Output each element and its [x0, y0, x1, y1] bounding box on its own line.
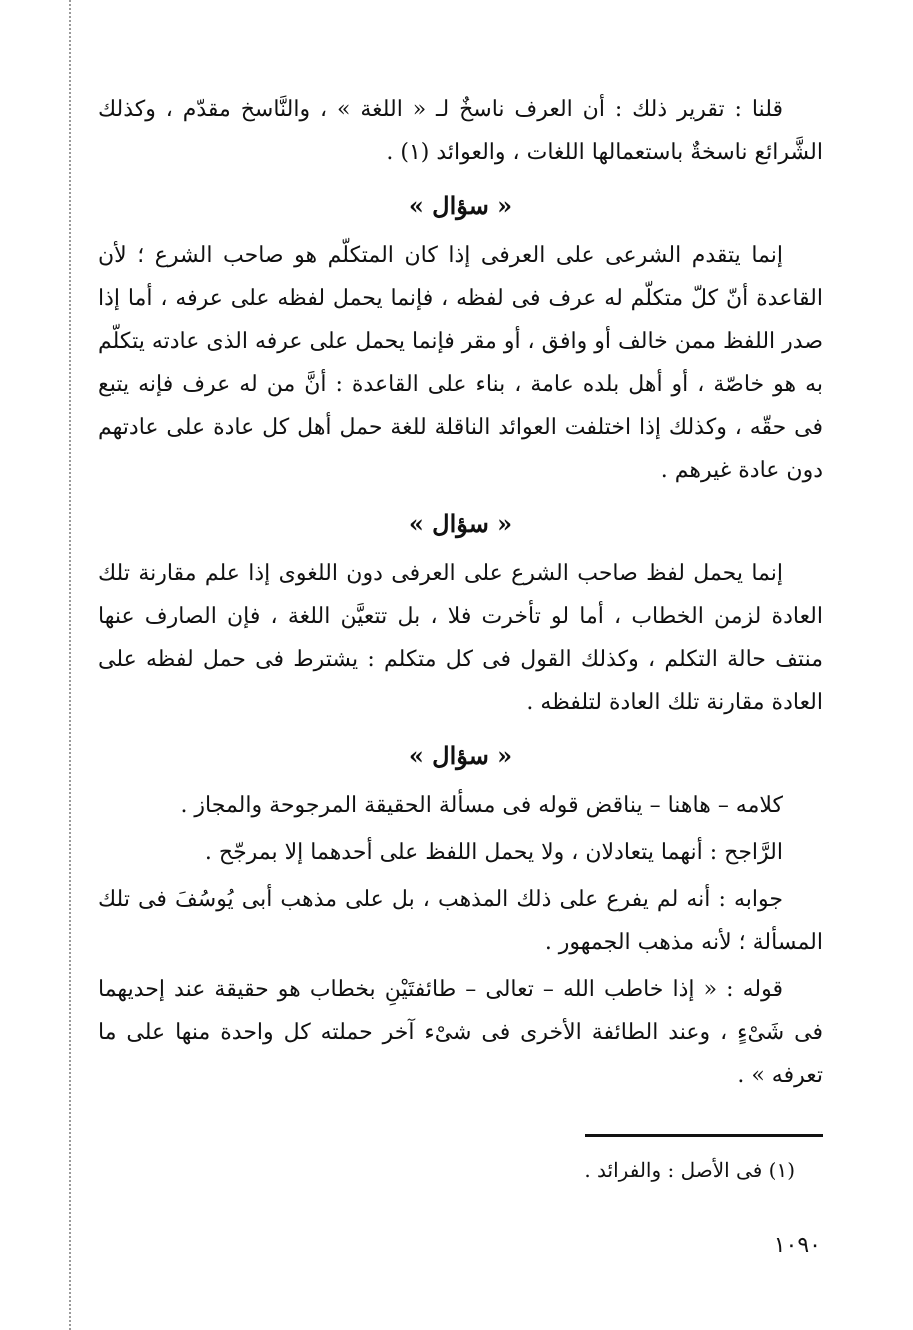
- paragraph-claim: قلنا : تقرير ذلك : أن العرف ناسخٌ لـ « اللغة » ، والنَّاسخ مقدّم ، وكذلك الشَّرائع ناسخةٌ باستعمالها اللغات ، والعوائد (١) .: [98, 97, 823, 165]
- footnote: (١) فى الأصل : والفرائد .: [584, 1158, 795, 1182]
- paragraph-answer: جوابه : أنه لم يفرع على ذلك المذهب ، بل على مذهب أبى يُوسُفَ فى تلك المسألة ؛ لأنه مذهب الجمهور .: [98, 887, 823, 955]
- paragraph-question-2-body: إنما يحمل لفظ صاحب الشرع على العرفى دون اللغوى إذا علم مقارنة تلك العادة لزمن الخطاب ، أما لو تأخرت فلا ، بل تتعيَّن اللغة ، فإن الصارف عنها منتف حالة التكلم ، وكذلك القول فى كل متكلم : يشترط فى حمل لفظه على العادة مقارنة تلك العادة لتلفظه .: [98, 561, 823, 715]
- paragraph-question-3-body: كلامه – هاهنا – يناقض قوله فى مسألة الحقيقة المرجوحة والمجاز .: [180, 793, 783, 818]
- paragraph-question-1-body: إنما يتقدم الشرعى على العرفى إذا كان المتكلّم هو صاحب الشرع ؛ لأن القاعدة أنّ كلّ متكلّم له عرف فى لفظه ، فإنما يحمل لفظه على عرفه ، أما إذا صدر اللفظ ممن خالف أو وافق ، أو مقر فإنما يحمل على عرفه الذى عادته يتكلّم به هو خاصّة ، أو أهل بلده عامة ، بناء على القاعدة : أنَّ من له عرف فإنه يتبع فى حقّه ، وكذلك إذا اختلفت العوائد الناقلة للغة حمل أهل كل عادة على عادتهم دون عادة غيرهم .: [98, 243, 823, 483]
- footnote-separator: [585, 1134, 823, 1137]
- page-body: [98, 88, 823, 1101]
- section-heading-question-2: « سؤال »: [408, 509, 513, 538]
- page-number: ١٠٩٠: [773, 1233, 821, 1258]
- paragraph-preferred-view: الرَّاجح : أنهما يتعادلان ، ولا يحمل اللفظ على أحدهما إلا بمرجّح .: [204, 840, 783, 865]
- section-heading-question-3: « سؤال »: [408, 741, 513, 770]
- section-heading-question-1: « سؤال »: [408, 191, 513, 220]
- paragraph-quote: قوله : « إذا خاطب الله – تعالى – طائفتَيْنِ بخطاب هو حقيقة عند إحديهما فى شَىْءٍ ، وعند الطائفة الأخرى فى شىْء آخر حملته كل واحدة منها على ما تعرفه » .: [98, 977, 823, 1088]
- scan-margin-dots: [69, 0, 71, 1330]
